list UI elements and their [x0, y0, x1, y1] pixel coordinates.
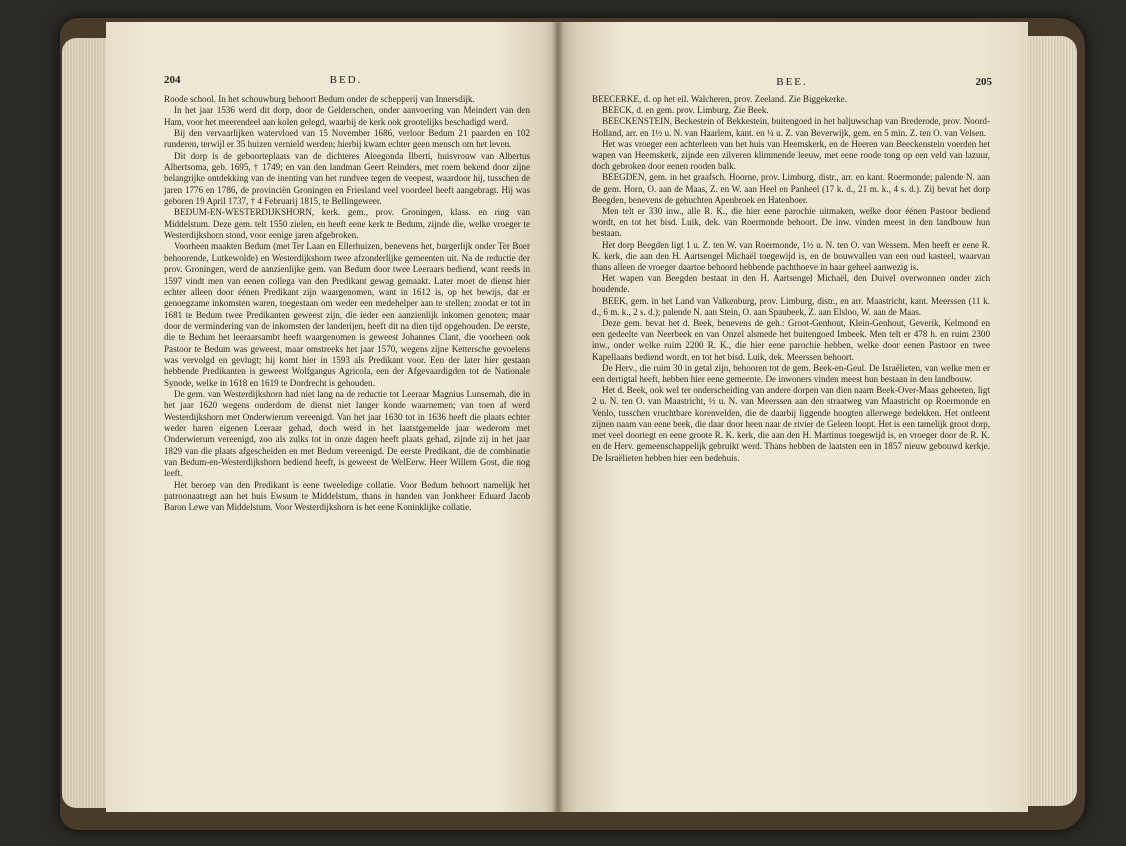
left-page-text — [164, 94, 530, 514]
page-edges-left — [62, 38, 106, 808]
book-gutter — [552, 22, 564, 812]
left-paragraph: In het jaar 1536 werd dit dorp, door de Gelderschen, onder aanvoering van Meindert van den Ham, voor het meerendeel aan kolen gelegd, waarbij de kerk ook grootelijks beschadigd werd. — [164, 105, 530, 127]
left-paragraph: Dit dorp is de geboorteplaats van de dichteres Aleegonda Ilberti, huisvrouw van Albertus Albertsoma, geb. 1695, † 1749; en van den landman Geert Reinders, met roem bekend door zijne belangrijke ontdekking van de inenting van het rundvee tegen de veepest, waardoor hij, tusschen de jaren 1776 en 1786, de provinciën Groningen en Friesland veel voordeel heeft aangebragt. Hij was geboren 19 April 1737, † 4 Februarij 1815, te Bellingeweer. — [164, 150, 530, 207]
right-running-head: BEE. — [776, 76, 808, 88]
right-paragraph: Het d. Beek, ook wel ter onderscheiding van andere dorpen van dien naam Beek-Over-Maas geheeten, ligt 2 u. N. ten O. van Maastricht, ½ u. N. van Meerssen aan den straatweg van Maastricht op Roermonde en Venlo, tusschen vruchtbare korenvelden, die de daarbij liggende hoogten allerwege bedekken. Het ontleent zijnen naam van eene beek, die daar door heen naar de rivier de Geleen loopt. Het is een tamelijk groot dorp, met veel doortegt en eene groote R. K. kerk, die aan den H. Martinus toegewijd is, en vroeger door de R. K. en de Herv. gemeenschappelijk gebruikt werd. Thans hebben de laatsten een in 1857 nieuw gebouwd kerkje. De Israëlieten hebben hier een bedehuis. — [592, 385, 990, 463]
right-paragraph: Het was vroeger een achterleen van het huis van Heemskerk, en de Heeren van Beeckenstein voerden het wapen van Heemskerk, zijnde een zilveren klimmende leeuw, met eene roode tong op een veld van lazuur, doch gebroken door eenen rooden balk. — [592, 138, 990, 172]
right-paragraph: Het dorp Beegden ligt 1 u. Z. ten W. van Roermonde, 1½ u. N. ten O. van Wessem. Men heeft er eene R. K. kerk, die aan den H. Aartsengel Michaël toegewijd is, en de bouwvallen van een oud kasteel, waarvan thans alleen de vroeger daartoe behoord hebbende pachthoeve in haar geheel aanwezig is. — [592, 239, 990, 273]
right-paragraph: BEECERKE, d. op het eil. Walcheren, prov. Zeeland. Zie Biggekerke. — [592, 94, 848, 104]
left-paragraph: De gem. van Westerdijkshorn had niet lang na de reductie tot Leeraar Magnius Lunsemah, die in het jaar 1620 wegens ouderdom de dienst niet langer konde waarnemen; van toen af werd Westerdijkshorn met Onderwierum vereenigd. Van het jaar 1630 tot in 1636 heeft die plaats echter weder haren eigenen Leeraar gehad, doch werd in het laatstgemelde jaar wederom met Onderwierum vereenigd, zoo als zulks tot in onze dagen heeft plaats gehad, zijnde zij in het jaar 1829 van die plaats afgescheiden en met Bedum vereenigd. De eerste Predikant, die de combinatie van Bedum-en-Westerdijkshorn bediend heeft, is geweest de WelEerw. Heer Willem Gost, die nog leeft. — [164, 388, 530, 479]
right-paragraph: Deze gem. bevat het d. Beek, benevens de geh.: Groot-Genhout, Klein-Genhout, Geverik, Kelmond en een gedeelte van Neerbeek en van Onzel alsmede het buitengoed Imbeek. Men telt er 478 h. en ruim 2300 inw., onder welke ruim 2200 R. K., die hier eene parochie hebben, welke door eenen Pastoor en twee Kapellaans bediend wordt, en tot het bisd. Luik, dek. Meerssen behoort. — [592, 318, 990, 362]
left-paragraph: BEDUM-EN-WESTERDIJKSHORN, kerk. gem., prov. Groningen, klass. en ring van Middelstum. Deze gem. telt 1550 zielen, en heeft eene kerk te Bedum, zijnde die, welke vroeger te Westerdijkshorn stond, voor eenige jaren afgebroken. — [164, 207, 530, 241]
right-paragraph: De Herv., die ruim 30 in getal zijn, behooren tot de gem. Beek-en-Geul. De Israëlieten, van welke men er een dertigtal heeft, hebben hier eene gemeente. De inwoners vinden meest hun bestaan in den landbouw. — [592, 362, 990, 385]
left-paragraph: Het beroep van den Predikant is eene tweeledige collatie. Voor Bedum behoort namelijk het patroonaatregt aan het huis Ewsum te Middelstum, thans in handen van Jonkheer Eduard Jacob Baron Lewe van Middelstum. Voor Westerdijkshorn is het eene Koninklijke collatie. — [164, 479, 530, 513]
right-page-text — [592, 94, 990, 464]
right-paragraph: BEECKENSTEIN, Beckestein of Bekkestein, buitengoed in het baljuwschap van Brederode, prov. Noord-Holland, arr. en 1½ u. N. van Haarlem, kant. en ¼ u. Z. van Beverwijk, gem. en 5 min. Z. ten O. van Velsen. — [592, 116, 990, 138]
left-page-number: 204 — [164, 74, 181, 86]
left-running-head: BED. — [329, 74, 363, 86]
left-page — [106, 22, 558, 812]
left-paragraph: Voorheen maakten Bedum (met Ter Laan en Ellerhuizen, benevens het, burgerlijk onder Ter Boer behoorende, Lutkewolde) en Westerdijkshorn twee afzonderlijke gemeenten uit. Na de reductie der prov. Groningen, werd de aanzienlijke gem. van Bedum door twee Leeraars bediend, want reeds in 1597 vindt men van eenen collega van den Predikant gewag gemaakt. Later moet de dienst hier echter alleen door éénen Predikant zijn waargenomen, want in 1612 is, op het bewijs, dat er genoegzame inkomsten waren, toegestaan om weder een medehelper aan te stellen; zoodat er tot in 1681 te Bedum twee Predikanten geweest zijn, die ieder een aanzienlijk inkomen genoten; maar door de vermindering van de inkomsten der landerijen, heeft dit na dien tijd opgehouden. De eerste, die te Bedum het leeraarsambt heeft waargenomen is geweest Johannes Clant, die voorheen ook Pastoor te Bedum was geweest, maar omstreeks het jaar 1570, wegens zijne Kettersche gevoelens was vervolgd en gevlugt; hij komt hier in 1593 als Predikant voor. Een der later hier gestaan hebbende Predikanten is geweest Wolfgangus Agricola, een der Afgevaardigden tot de Nationale Synode, welke in 1618 en 1619 te Dordrecht is gehouden. — [164, 241, 530, 388]
left-page-header — [164, 74, 528, 88]
left-paragraph: Bij den vervaarlijken watervloed van 15 November 1686, verloor Bedum 21 paarden en 102 runderen, terwijl er 35 huizen vernield werden; hierbij kwam echter geen mensch om het leven. — [164, 128, 530, 150]
left-paragraph: Roode school. In het schouwburg behoort Bedum onder de schepperij van Innersdijk. — [164, 94, 475, 104]
right-page-number: 205 — [975, 76, 992, 88]
right-paragraph: BEECK, d. en gem. prov. Limburg. Zie Beek. — [602, 105, 769, 116]
right-page-header — [592, 76, 992, 90]
right-paragraph: Men telt er 330 inw., alle R. K., die hier eene parochie uitmaken, welke door éénen Pastoor bediend wordt, en tot het bisd. Luik, dek. van Roermonde behoort. De inw. vinden meest in den landbouw hun bestaan. — [592, 206, 990, 239]
right-paragraph: BEEGDEN, gem. in het graafsch. Hoorne, prov. Limburg, distr., arr. en kant. Roermonde; palende N. aan de gem. Horn, O. aan de Maas, Z. en W. aan Heel en Panheel (17 k. d., 21 m. k., 4 s. d.). Zij bevat het dorp Beegden, benevens de gehuchten Apenbroek en Hatenboer. — [592, 172, 990, 205]
right-paragraph: BEEK, gem. in het Land van Valkenburg, prov. Limburg, distr., en arr. Maastricht, kant. Meerssen (11 k. d., 6 m. k., 2 s. d.); palende N. aan Stein, O. aan Spaubeek, Z. aan Elsloo, W. aan de Maas. — [592, 295, 990, 317]
right-paragraph: Het wapen van Beegden bestaat in den H. Aartsengel Michaël, den Duivel overwonnen onder zich houdende. — [592, 273, 990, 295]
page-edges-right — [1025, 36, 1077, 806]
right-page — [558, 22, 1028, 812]
